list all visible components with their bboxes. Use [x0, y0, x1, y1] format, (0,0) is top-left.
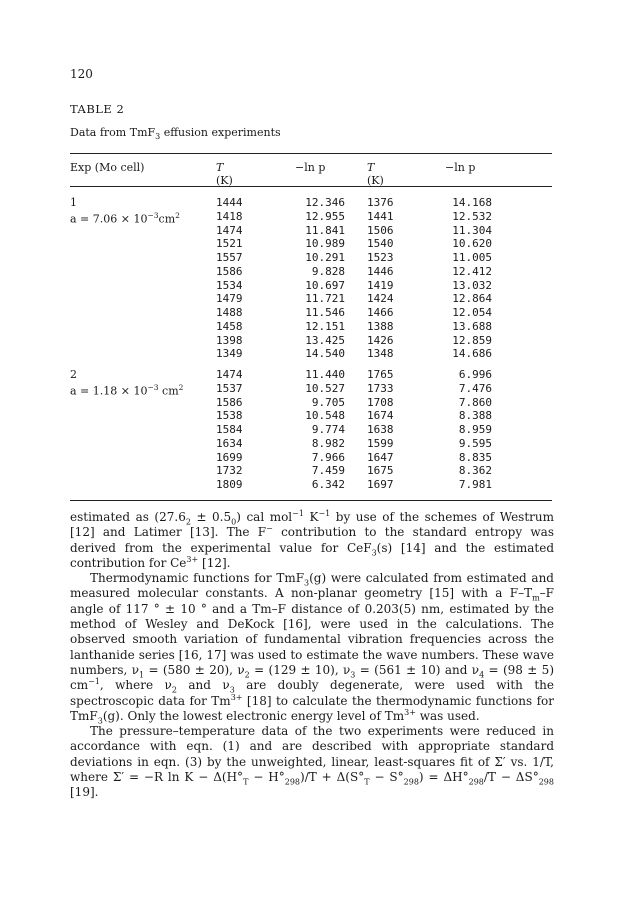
cell-lnp2: 12.859: [452, 333, 492, 347]
cell-lnp2: 8.959: [458, 423, 492, 436]
table-row: [0, 409, 624, 423]
paragraph-1: estimated as $(27.6_2 \pm 0.5_0)$ cal mol$^{-1}$ $K^{-1}$ by use of the schemes of Westrum [12] and Latimer [13]. The F− contribution to the standard entropy was derived from the experimental value for CeF$_3$(s) [14] and the estimated contribution for $Ce^{3+}$ [12].: [70, 509, 555, 570]
table-row: [0, 437, 624, 451]
cell-lnp1: 11.841: [305, 223, 345, 237]
cell-t1: 1699: [216, 450, 243, 464]
cell-t1: 1474: [216, 368, 243, 381]
exp1-area-unit-exp: 2: [175, 211, 180, 220]
cell-lnp2: 8.835: [458, 450, 492, 464]
experiment-2-data: [0, 368, 624, 492]
table-row: [0, 382, 624, 396]
table-row: [0, 396, 624, 410]
cell-t2: 1638: [367, 423, 394, 436]
cell-lnp2: 13.688: [452, 319, 492, 333]
cell-lnp1: 11.721: [305, 292, 345, 306]
column-header-p1: −ln p: [295, 161, 326, 174]
table-row: [0, 451, 624, 465]
cell-lnp2: 8.362: [458, 464, 492, 478]
cell-lnp1: 9.705: [311, 395, 345, 409]
cell-lnp2: 13.032: [452, 278, 492, 292]
cell-t1: 1584: [216, 423, 243, 436]
cell-t1: 1732: [216, 464, 243, 478]
cell-lnp1: 8.982: [311, 436, 345, 450]
cell-lnp1: 7.966: [311, 450, 345, 464]
cell-lnp2: 12.532: [452, 209, 492, 223]
experiment-1-data: [0, 196, 624, 361]
cell-t1: 1586: [216, 395, 243, 409]
table-row: [0, 224, 624, 238]
column-unit-t1: (K): [216, 174, 233, 187]
cell-lnp2: 12.864: [452, 292, 492, 306]
cell-lnp2: 7.860: [458, 395, 492, 409]
cell-t2: 1424: [367, 292, 394, 306]
table-caption: [70, 126, 281, 141]
table-rule-mid: [70, 186, 552, 187]
caption-suffix: effusion experiments: [160, 126, 281, 139]
paragraph-2: Thermodynamic functions for TmF$_3$(g) were calculated from estimated and measured molecular constants. A non-planar geometry [15] with a $F-T_m-F$ angle of 117 ° ± 10 ° and a Tm–F distance of 0.203(5) nm, estimated by the method of Wesley and DeKock [16], were used in the calculations. The observed smooth variation of fundamental vibration frequencies across the lanthanide series [16, 17] was used to estimate the wave numbers. These wave numbers, $\nu_1 = (580 \pm 20)$, $\nu_2 = (129 \pm 10)$, $\nu_3 = (561 \pm 10)$ and $\nu_4 = (98 \pm 5)$ $cm^{-1}$, where $\nu_2$ and $\nu_3$ are doubly degenerate, were used with the spectroscopic data for $Tm^{3+}$ [18] to calculate the thermodynamic functions for TmF$_3$(g). Only the lowest electronic energy level of $Tm^{3+}$ was used.: [70, 571, 554, 726]
cell-lnp1: 14.540: [305, 347, 345, 361]
cell-t1: 1634: [216, 436, 243, 450]
table-row: [0, 251, 624, 265]
cell-lnp1: 12.346: [305, 196, 345, 209]
cell-lnp2: 10.620: [452, 237, 492, 251]
exp2-area-unit-exp: 2: [178, 383, 184, 392]
caption-sub: 3: [155, 132, 161, 142]
cell-lnp2: 7.476: [458, 381, 492, 395]
cell-t2: 1523: [367, 251, 394, 264]
cell-t2: 1348: [367, 347, 394, 361]
cell-t1: 1474: [216, 223, 243, 237]
caption-prefix: Data from TmF: [70, 126, 156, 139]
column-header-t2: T: [367, 161, 375, 174]
cell-lnp1: 10.697: [305, 278, 345, 292]
cell-t2: 1441: [367, 209, 394, 223]
cell-lnp1: 9.828: [311, 264, 345, 278]
cell-t2: 1733: [367, 381, 394, 395]
cell-t2: 1388: [367, 319, 394, 333]
cell-lnp1: 9.774: [311, 423, 345, 436]
exp2-area-unit: cm: [158, 384, 179, 398]
cell-t1: 1458: [216, 319, 243, 333]
cell-t1: 1534: [216, 278, 243, 292]
table-row: [0, 265, 624, 279]
cell-t2: 1376: [367, 196, 394, 209]
cell-lnp1: 12.151: [305, 319, 345, 333]
column-header-exp: Exp (Mo cell): [70, 161, 145, 174]
cell-t1: 1537: [216, 381, 243, 395]
cell-t2: 1466: [367, 306, 394, 319]
cell-lnp1: 11.546: [305, 306, 345, 319]
body-text: [70, 510, 554, 801]
cell-t2: 1426: [367, 333, 394, 347]
cell-lnp1: 6.342: [311, 478, 345, 491]
table-row: [0, 423, 624, 437]
page-number: 120: [70, 67, 93, 81]
table-row: [0, 334, 624, 348]
table-row: [0, 306, 624, 320]
exp1-area-prefix: a = 7.06 × 10: [70, 212, 148, 226]
cell-lnp2: 9.595: [458, 436, 492, 450]
exp2-area-prefix: a = 1.18 × 10: [70, 384, 148, 398]
cell-t2: 1765: [367, 368, 394, 381]
cell-t1: 1349: [216, 347, 243, 361]
cell-lnp2: 12.412: [452, 264, 492, 278]
cell-t1: 1398: [216, 333, 243, 347]
cell-t1: 1557: [216, 251, 243, 264]
cell-t2: 1674: [367, 409, 394, 423]
experiment-1-number: 1: [70, 196, 77, 209]
cell-lnp1: 10.989: [305, 237, 345, 251]
cell-lnp2: 14.686: [452, 347, 492, 361]
column-header-t1: T: [216, 161, 224, 174]
cell-lnp2: 11.005: [452, 251, 492, 264]
cell-t2: 1446: [367, 264, 394, 278]
cell-lnp1: 7.459: [311, 464, 345, 478]
exp1-area-exp: −3: [147, 211, 159, 220]
cell-lnp1: 10.291: [305, 251, 345, 264]
table-row: [0, 210, 624, 224]
table-row: [0, 196, 624, 210]
cell-t2: 1506: [367, 223, 394, 237]
cell-t1: 1488: [216, 306, 243, 319]
experiment-2-number: 2: [70, 368, 77, 381]
table-row: [0, 320, 624, 334]
cell-t2: 1419: [367, 278, 394, 292]
table-row: [0, 292, 624, 306]
cell-lnp1: 12.955: [305, 209, 345, 223]
column-header-p2: −ln p: [445, 161, 476, 174]
cell-t2: 1697: [367, 478, 394, 491]
table-row: [0, 368, 624, 382]
cell-t1: 1538: [216, 409, 243, 423]
cell-lnp1: 11.440: [305, 368, 345, 381]
exp2-area-exp: −3: [147, 383, 159, 392]
table-label: TABLE 2: [70, 102, 125, 116]
cell-lnp1: 10.527: [305, 381, 345, 395]
cell-lnp2: 7.981: [458, 478, 492, 491]
paragraph-3: The pressure–temperature data of the two experiments were reduced in accordance with eqn. (1) and are described with appropriate standard deviations in eqn. (3) by the unweighted, linear, least-squares fit of Σ′ vs. 1/T, where Σ′ = −R $\ln K - \Delta(H^\circ_T - H^\circ_{298})/T + \Delta(S^\circ_T - S^\circ_{298}) = \Delta H^\circ_{298}/T - \Delta S^\circ_{298}$ [19].: [70, 724, 554, 800]
cell-t1: 1586: [216, 264, 243, 278]
cell-t1: 1521: [216, 237, 243, 251]
cell-t2: 1599: [367, 436, 394, 450]
cell-t2: 1708: [367, 395, 394, 409]
cell-t1: 1444: [216, 196, 243, 209]
cell-t2: 1540: [367, 237, 394, 251]
cell-lnp2: 8.388: [458, 409, 492, 423]
cell-lnp2: 12.054: [452, 306, 492, 319]
cell-lnp2: 14.168: [452, 196, 492, 209]
table-row: [0, 478, 624, 492]
cell-lnp2: 11.304: [452, 223, 492, 237]
table-rule-bottom: [70, 500, 552, 501]
cell-t2: 1675: [367, 464, 394, 478]
table-row: [0, 347, 624, 361]
cell-t1: 1418: [216, 209, 243, 223]
table-row: [0, 237, 624, 251]
cell-lnp2: 6.996: [458, 368, 492, 381]
cell-lnp1: 13.425: [305, 333, 345, 347]
cell-t1: 1809: [216, 478, 243, 491]
cell-lnp1: 10.548: [305, 409, 345, 423]
table-row: [0, 464, 624, 478]
table-row: [0, 279, 624, 293]
exp1-area-unit: cm: [158, 212, 176, 226]
table-rule-top: [70, 153, 552, 154]
cell-t2: 1647: [367, 450, 394, 464]
column-unit-t2: (K): [367, 174, 384, 187]
cell-t1: 1479: [216, 292, 243, 306]
